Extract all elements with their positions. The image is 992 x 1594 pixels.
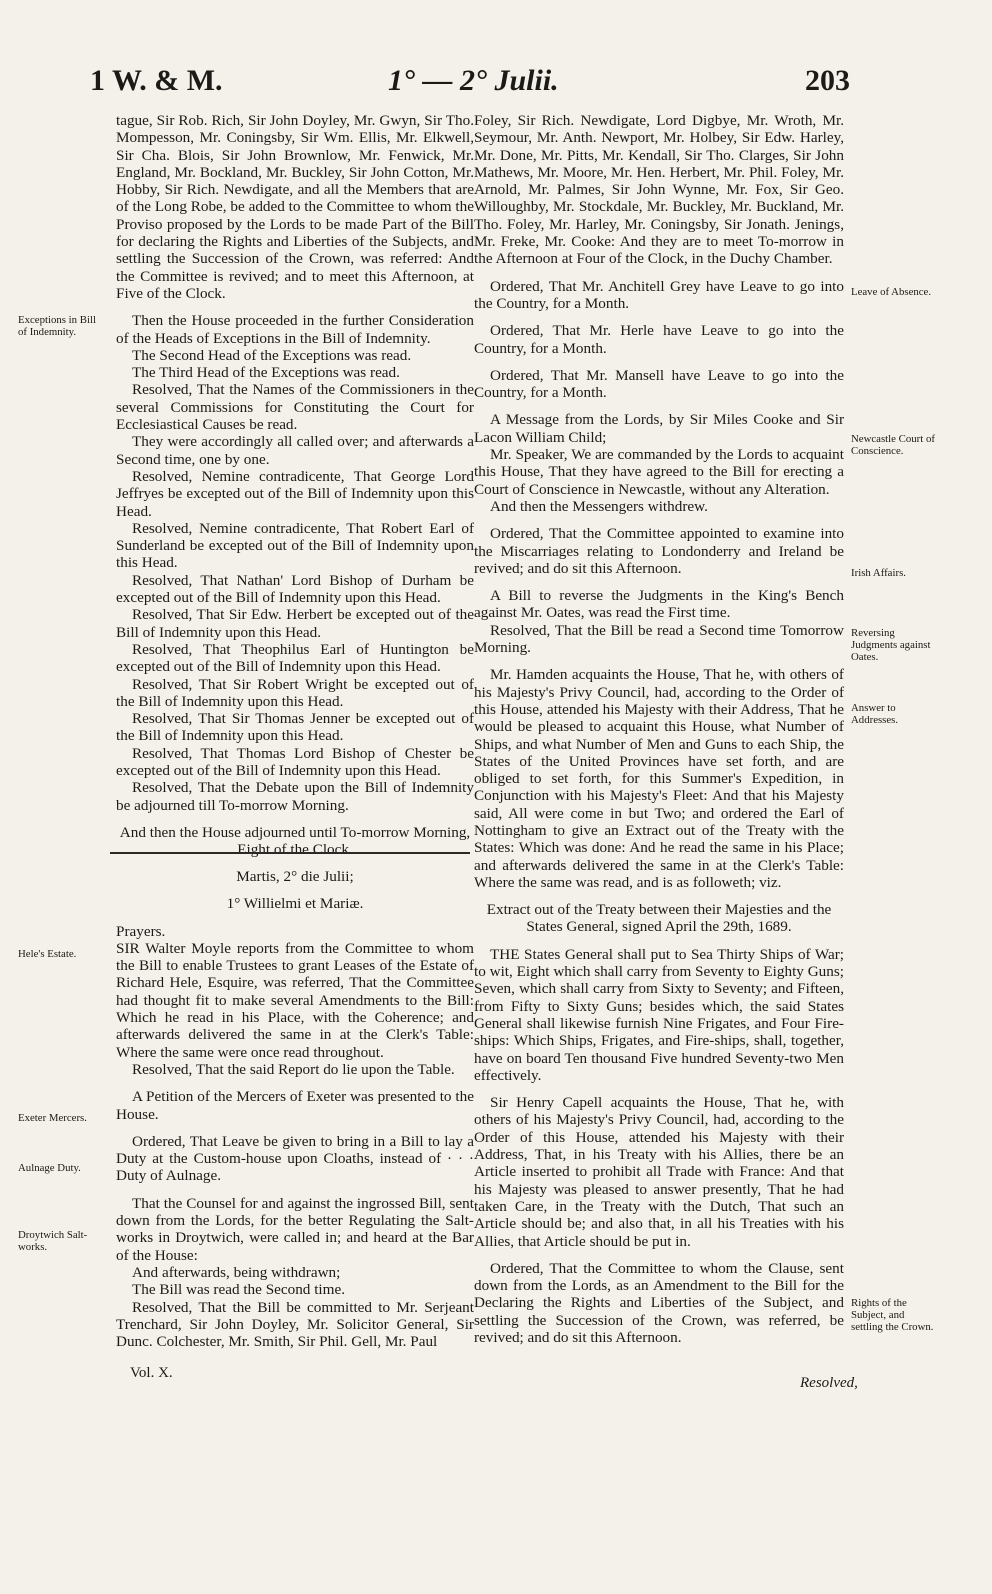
margin-note-leave: Leave of Absence. <box>851 286 932 298</box>
margin-note-hele: Hele's Estate. <box>18 948 77 960</box>
margin-note-droytwich: Droytwich Salt-works. <box>18 1229 88 1254</box>
margin-note-answer: Answer to Addresses. <box>851 702 899 727</box>
paragraph: Ordered, That Mr. Anchitell Grey have Leave to go into the Country, for a Month. <box>474 277 844 312</box>
regnal-year: 1 W. & M. <box>90 64 223 97</box>
right-column <box>474 112 844 1346</box>
margin-note-rights: Rights of the Subject, and settling the Crown. <box>851 1297 934 1334</box>
page-header <box>90 64 850 104</box>
margin-note-aulnage: Aulnage Duty. <box>18 1162 81 1174</box>
paragraph: Then the House proceeded in the further Consideration of the Heads of Exceptions in the Bill of Indemnity. <box>116 312 474 347</box>
paragraph: A Petition of the Mercers of Exeter was presented to the House. <box>116 1088 474 1123</box>
paragraph: Ordered, That Mr. Mansell have Leave to go into the Country, for a Month. <box>474 366 844 402</box>
paragraph: The Third Head of the Exceptions was read. <box>132 364 400 382</box>
paragraph: Martis, 2° die Julii; <box>236 868 354 885</box>
paragraph: Ordered, That Mr. Herle have Leave to go into the Country, for a Month. <box>474 322 844 357</box>
paragraph: And then the Messengers withdrew. <box>490 497 708 515</box>
right-column-text <box>474 112 844 1346</box>
paragraph: Resolved, That Nathan' Lord Bishop of Durham be excepted out of the Bill of Indemnity upon this Head. <box>116 571 474 607</box>
margin-note-exeter: Exeter Mercers. <box>18 1112 87 1124</box>
paragraph: Mr. Hamden acquaints the House, That he, with others of his Majesty's Privy Council, had, according to the Order of this House, attended his Majesty with their Address, That he would be pleased to acquaint this House, what Number of Ships, and what Number of Men and Guns to each Ship, the States of the United Provinces have set forth, and are obliged to set forth, for this Summer's Expedition, in Conjunction with his Majesty's Fleet: And that his Majesty said, All were come in but Two; and ordered the Earl of Nottingham to give an Extract out of the Treaty with the States: Which was done: And he read the same in his Place; and afterwards delivered the same in at the Clerk's Table: Where the same was read, and is as followeth; viz. <box>474 666 844 891</box>
paragraph: Resolved, That Sir Robert Wright be excepted out of the Bill of Indemnity upon this Head. <box>116 675 474 710</box>
paragraph: Resolved, That Sir Thomas Jenner be excepted out of the Bill of Indemnity upon this Head. <box>116 710 474 745</box>
paragraph: Resolved, That Thomas Lord Bishop of Chester be excepted out of the Bill of Indemnity upon this Head. <box>116 744 474 779</box>
paragraph: Resolved, That the Bill be committed to Mr. Serjeant Trenchard, Sir John Doyley, Mr. Solicitor General, Sir Dunc. Colchester, Mr. Smith, Sir Phil. Gell, Mr. Paul <box>116 1298 474 1351</box>
paragraph: Resolved, That Theophilus Earl of Huntington be excepted out of the Bill of Indemnity upon this Head. <box>116 640 474 676</box>
paragraph: A Message from the Lords, by Sir Miles Cooke and Sir Lacon William Child; <box>474 411 844 446</box>
paragraph: And then the House adjourned until To-morrow Morning, Eight of the Clock. <box>119 823 471 859</box>
paragraph: 1° Willielmi et Mariæ. <box>226 895 364 913</box>
catchword: Resolved, <box>800 1375 858 1391</box>
paragraph: Resolved, Nemine contradicente, That George Lord Jeffryes be excepted out of the Bill of Indemnity upon this Head. <box>116 467 474 520</box>
paragraph: And afterwards, being withdrawn; <box>132 1263 341 1281</box>
paragraph: Resolved, That the Bill be read a Second time Tomorrow Morning. <box>474 621 844 657</box>
paragraph: Resolved, That Sir Edw. Herbert be excepted out of the Bill of Indemnity upon this Head. <box>116 606 474 641</box>
paragraph: Prayers. <box>116 922 166 940</box>
page-number: 203 <box>805 64 850 97</box>
margin-note-exceptions: Exceptions in Bill of Indemnity. <box>18 314 96 339</box>
paragraph: Resolved, That the said Report do lie upon the Table. <box>132 1060 455 1078</box>
section-divider <box>110 852 470 854</box>
paragraph: The Second Head of the Exceptions was read. <box>132 346 412 364</box>
paragraph: Foley, Sir Rich. Newdigate, Lord Digbye, Mr. Wroth, Mr. Seymour, Mr. Anth. Newport, Mr. Holbey, Sir Edw. Harley, Mr. Done, Mr. Pitts, Mr. Kendall, Sir Tho. Clarges, Sir John Mathews, Mr. Moore, Mr. Hen. Herbert, Mr. Phil. Foley, Mr. Arnold, Mr. Palmes, Sir John Wynne, Mr. Fox, Sir Geo. Willoughby, Mr. Stockdale, Mr. Buckley, Mr. Buckland, Mr. Tho. Foley, Mr. Harley, Mr. Coningsby, Sir Jonath. Jenings, Mr. Freke, Mr. Cooke: And they are to meet To-morrow in the Afternoon at Four of the Clock, in the Duchy Chamber. <box>474 112 844 268</box>
left-column-text-lower <box>116 868 474 1350</box>
paragraph: The Bill was read the Second time. <box>132 1281 345 1299</box>
paragraph: Mr. Speaker, We are commanded by the Lords to acquaint this House, That they have agreed to the Bill for erecting a Court of Conscience in Newcastle, without any Alteration. <box>474 446 844 498</box>
paragraph: They were accordingly all called over; and afterwards a Second time, one by one. <box>116 433 474 468</box>
paragraph: Resolved, That the Names of the Commissioners in the several Commissions for Constituting the Court for Ecclesiastical Causes be read. <box>116 381 474 434</box>
paragraph: That the Counsel for and against the ingrossed Bill, sent down from the Lords, for the better Regulating the Salt-works in Droytwich, were called in; and heard at the Bar of the House: <box>116 1194 474 1264</box>
left-column-text-upper <box>116 112 474 858</box>
left-column-lower <box>116 868 474 1350</box>
paragraph: Ordered, That Leave be given to bring in a Bill to lay a Duty at the Custom-house upon Cloaths, instead of · · · Duty of Aulnage. <box>116 1132 474 1185</box>
date-heading: 1° — 2° Julii. <box>388 64 559 97</box>
paragraph: Ordered, That the Committee to whom the Clause, sent down from the Lords, as an Amendment to the Bill for the Declaring the Rights and Liberties of the Subject, and settling the Succession of the Crown, was referred, be revived; and do sit this Afternoon. <box>474 1259 844 1346</box>
paragraph: Resolved, Nemine contradicente, That Robert Earl of Sunderland be excepted out of the Bill of Indemnity upon this Head. <box>116 519 474 572</box>
paragraph: Ordered, That the Committee appointed to examine into the Miscarriages relating to Londonderry and Ireland be revived; and do sit this Afternoon. <box>474 525 844 577</box>
margin-note-irish: Irish Affairs. <box>851 567 906 579</box>
paragraph: tague, Sir Rob. Rich, Sir John Doyley, Mr. Gwyn, Sir Tho. Mompesson, Mr. Coningsby, Sir Wm. Ellis, Mr. Elkwell, Sir Cha. Blois, Sir John Brownlow, Mr. Fenwick, Mr. England, Mr. Bockland, Mr. Buckley, Sir John Cotton, Mr. Hobby, Sir Rich. Newdigate, and all the Members that are of the Long Robe, be added to the Committee to whom the Proviso proposed by the Lords to be made Part of the Bill for declaring the Rights and Liberties of the Subjects, and settling the Succession of the Crown, was referred: And the Committee is revived; and to meet this Afternoon, at Five of the Clock. <box>116 112 474 302</box>
paragraph: Sir Henry Capell acquaints the House, That he, with others of his Majesty's Privy Council, had, according to the Order of this House, attended his Majesty with their Address, That, in his Treaty with his Allies, there be an Article inserted to prohibit all Trade with France: And that his Majesty was pleased to answer presently, That he had taken Care, in the Treaty with the Dutch, That such an Article should be; and also that, in all his Treaties with his Allies, that Article should be put in. <box>474 1094 844 1250</box>
paragraph: THE States General shall put to Sea Thirty Ships of War; to wit, Eight which shall carry from Seventy to Eighty Guns; Seven, which shall carry from Sixty to Seventy; and Fifteen, from Fifty to Sixty Guns; besides which, the said States General shall likewise furnish Nine Frigates, and Four Fire-ships: Which Ships, Frigates, and Fire-ships, shall, together, have on board Ten thousand Five hundred Seventy-two Men effectively. <box>474 945 844 1084</box>
paragraph: A Bill to reverse the Judgments in the King's Bench against Mr. Oates, was read the First time. <box>474 587 844 622</box>
paragraph: Resolved, That the Debate upon the Bill of Indemnity be adjourned till To-morrow Morning. <box>116 779 474 814</box>
paragraph: Extract out of the Treaty between their Majesties and the States General, signed April the 29th, 1689. <box>486 901 832 936</box>
margin-note-oates: Reversing Judgments against Oates. <box>851 627 931 664</box>
volume-mark: Vol. X. <box>130 1365 173 1381</box>
margin-note-newcastle: Newcastle Court of Conscience. <box>851 433 935 458</box>
paragraph: SIR Walter Moyle reports from the Committee to whom the Bill to enable Trustees to grant Leases of the Estate of Richard Hele, Esquire, was referred, That the Committee had thought fit to make several Amendments to the Bill: Which he read in his Place, with the Coherence; and afterwards delivered the same in at the Clerk's Table: Where the same were once read throughout. <box>116 939 474 1061</box>
left-column <box>116 112 474 858</box>
